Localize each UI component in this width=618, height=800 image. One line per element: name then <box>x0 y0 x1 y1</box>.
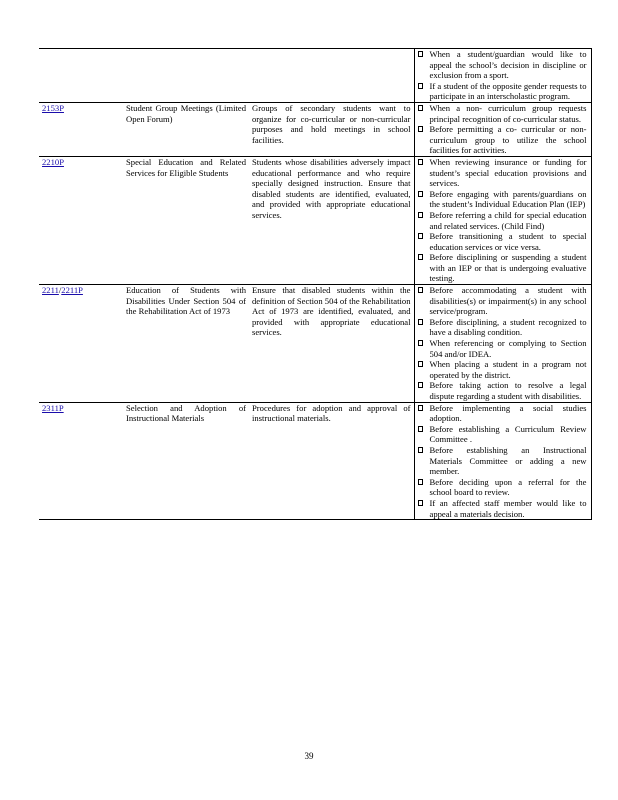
action-text: Before taking action to resolve a legal dispute regarding a student with disabilities. <box>429 380 587 401</box>
list-item <box>417 477 587 498</box>
action-text: When reviewing insurance or funding for student’s special education provisions and services. <box>429 156 587 189</box>
bullet-box-icon <box>418 51 423 57</box>
list-item <box>417 403 587 424</box>
policy-code-cell <box>39 102 123 156</box>
policy-title: Student Group Meetings (Limited Open Forum) <box>126 102 246 124</box>
bullet-box-icon <box>418 405 423 411</box>
list-item <box>417 285 587 317</box>
list-item <box>417 338 587 359</box>
list-item <box>417 231 587 252</box>
action-text: Before establishing a Curriculum Review Committee . <box>429 423 587 445</box>
action-text: When a student/guardian would like to appeal the school’s decision in discipline or exclusion from a sport. <box>429 49 587 81</box>
table-row <box>39 102 591 156</box>
bullet-box-icon <box>418 382 423 388</box>
action-text: When placing a student in a program not operated by the district. <box>429 359 587 380</box>
policy-title: Education of Students with Disabilities Under Section 504 of the Rehabilitation Act of 1973 <box>126 285 246 317</box>
policy-code-cell <box>39 156 123 284</box>
table-row <box>39 285 591 403</box>
policy-title: Selection and Adoption of Instructional Materials <box>126 402 246 424</box>
page-number: 39 <box>304 751 314 761</box>
policy-title <box>123 49 249 103</box>
bullet-box-icon <box>418 105 423 111</box>
action-text: Before accommodating a student with disabilities(s) or impairment(s) in any school service/program. <box>429 285 587 317</box>
list-item <box>417 380 587 401</box>
action-text: If an affected staff member would like to appeal a materials decision. <box>429 497 587 519</box>
bullet-box-icon <box>418 361 423 367</box>
action-text: When referencing or complying to Section 504 and/or IDEA. <box>429 338 587 359</box>
action-text: Before referring a child for special education and related services. (Child Find) <box>429 209 587 231</box>
policy-code-link[interactable]: 2311P <box>42 402 64 413</box>
bullet-box-icon <box>418 340 423 346</box>
list-item <box>417 424 587 445</box>
code-separator: / <box>58 285 62 296</box>
table-row <box>39 49 591 103</box>
policy-code-link[interactable]: 2153P <box>42 102 64 113</box>
list-item <box>417 317 587 338</box>
action-text: Before implementing a social studies adoption. <box>429 402 587 424</box>
action-text: If a student of the opposite gender requests to participate in an interscholastic program. <box>429 80 587 102</box>
policy-title: Special Education and Related Services for Eligible Students <box>126 156 246 178</box>
list-item <box>417 252 587 284</box>
policy-actions-cell <box>414 402 591 520</box>
bullet-box-icon <box>418 479 423 485</box>
bullet-box-icon <box>418 254 423 260</box>
bullet-box-icon <box>418 287 423 293</box>
bullet-box-icon <box>418 500 423 506</box>
policy-actions-cell <box>414 102 591 156</box>
bullet-box-icon <box>418 233 423 239</box>
list-item <box>417 81 587 102</box>
policy-actions-cell <box>414 49 591 103</box>
policy-description <box>249 49 414 103</box>
list-item <box>417 189 587 210</box>
action-text: Before deciding upon a referral for the school board to review. <box>429 476 587 498</box>
bullet-box-icon <box>418 191 423 197</box>
policy-description: Students whose disabilities adversely impact educational performance and who require specially designed instruction. Ensure that disabled students are identified, evaluated, and provided with appropriate educational services. <box>252 156 411 220</box>
action-text: Before engaging with parents/guardians on the student’s Individual Education Plan (IEP) <box>429 188 587 210</box>
action-list <box>417 103 587 156</box>
action-list <box>417 157 587 284</box>
action-text: When a non- curriculum group requests principal recognition of co-curricular status. <box>429 102 587 124</box>
table-row <box>39 402 591 520</box>
policy-table <box>39 48 592 520</box>
policy-actions-cell <box>414 285 591 403</box>
bullet-box-icon <box>418 212 423 218</box>
bullet-box-icon <box>418 83 423 89</box>
list-item <box>417 445 587 477</box>
bullet-box-icon <box>418 426 423 432</box>
policy-code-cell <box>39 402 123 520</box>
bullet-box-icon <box>418 126 423 132</box>
policy-code-cell <box>39 285 123 403</box>
action-text: Before establishing an Instructional Materials Committee or adding a new member. <box>429 444 587 477</box>
list-item <box>417 210 587 231</box>
list-item <box>417 124 587 156</box>
policy-description: Ensure that disabled students within the definition of Section 504 of the Rehabilitation Act of 1973 are identified, evaluated, and provided with appropriate educational services. <box>252 285 411 338</box>
policy-code-cell <box>39 49 123 103</box>
policy-actions-cell <box>414 156 591 284</box>
action-text: Before permitting a co- curricular or non- curriculum group to utilize the school facilities for activities. <box>429 124 587 156</box>
list-item <box>417 359 587 380</box>
list-item <box>417 103 587 124</box>
bullet-box-icon <box>418 159 423 165</box>
table-row <box>39 156 591 284</box>
bullet-box-icon <box>418 319 423 325</box>
list-item <box>417 157 587 189</box>
action-list <box>417 403 587 520</box>
action-list <box>417 285 587 402</box>
action-text: Before disciplining, a student recognized to have a disabling condition. <box>429 316 587 338</box>
policy-description: Procedures for adoption and approval of instructional materials. <box>252 402 411 424</box>
action-list <box>417 49 587 102</box>
policy-description: Groups of secondary students want to organize for co-curricular or non-curricular purposes and hold meetings in school facilities. <box>252 102 411 145</box>
policy-code-link[interactable]: 2211 <box>42 285 59 296</box>
policy-code-link[interactable]: 2210P <box>42 156 64 167</box>
bullet-box-icon <box>418 447 423 453</box>
policy-table-body <box>39 49 591 520</box>
list-item <box>417 49 587 81</box>
action-text: Before disciplining or suspending a student with an IEP or that is undergoing evaluative testing. <box>429 252 587 284</box>
policy-code-link[interactable]: 2211P <box>61 285 83 296</box>
action-text: Before transitioning a student to special education services or vice versa. <box>429 231 587 252</box>
list-item <box>417 498 587 519</box>
